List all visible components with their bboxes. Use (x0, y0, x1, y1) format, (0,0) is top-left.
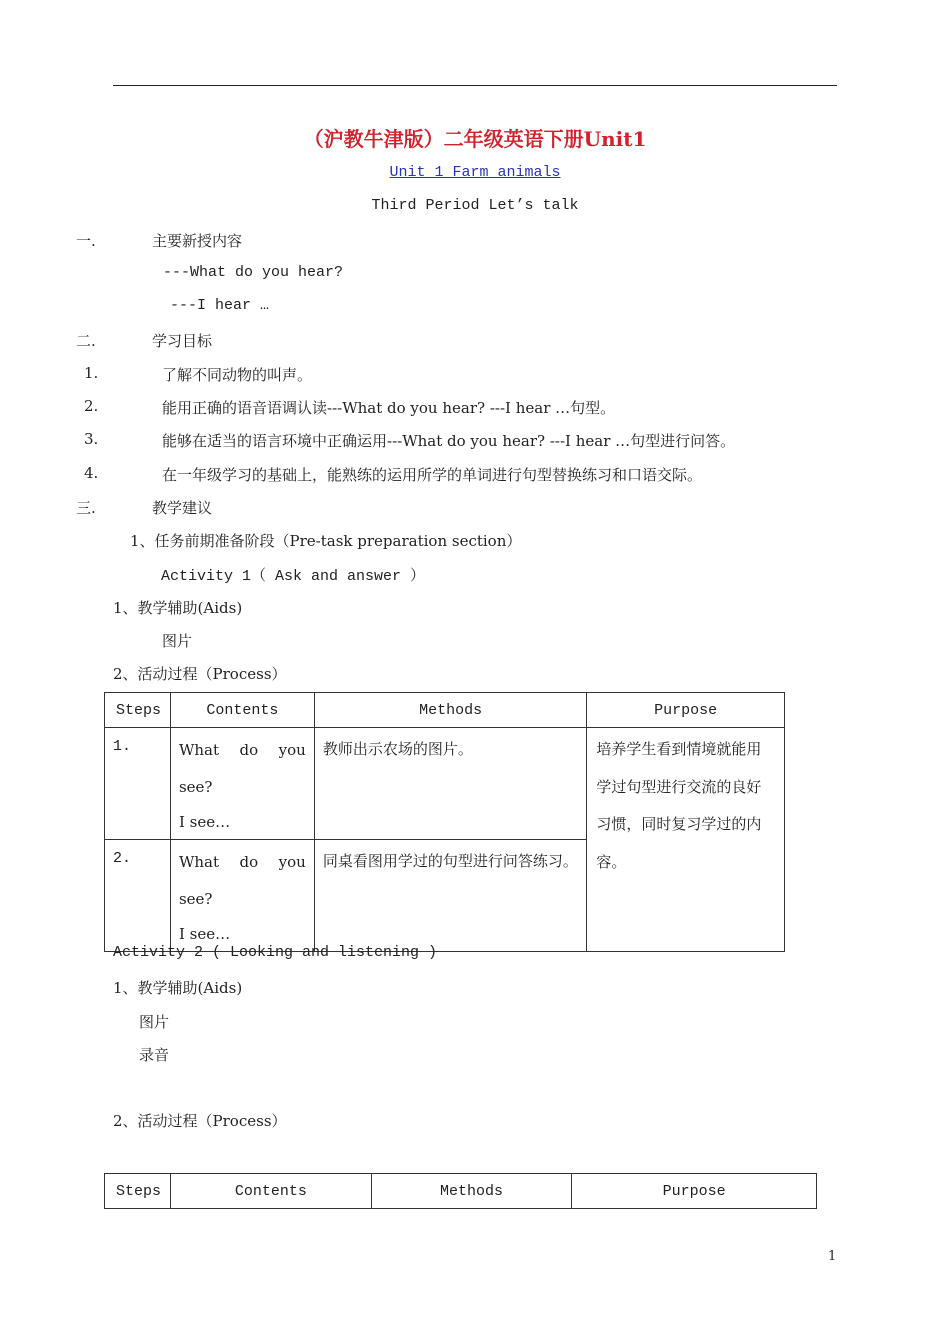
goal-number: 2. (84, 397, 99, 415)
content-line: I see… (178, 925, 231, 943)
unit-link[interactable]: Unit 1 Farm animals (389, 164, 561, 181)
table-header-row (105, 1174, 817, 1209)
content-word: What (178, 741, 220, 759)
section-1-line-1: ---What do you hear? (163, 264, 344, 281)
methods-cell: 教师出示农场的图片。 (314, 728, 586, 840)
section-2-heading: 学习目标 (152, 332, 213, 350)
goal-text: 了解不同动物的叫声。 (162, 366, 313, 384)
content-word: you (278, 741, 306, 759)
activity-1-process-label: 2、活动过程（Process） (113, 665, 287, 683)
section-1-heading: 主要新授内容 (152, 232, 243, 250)
goal-text: 能够在适当的语言环境中正确运用---What do you hear? ---I hear …句型进行问答。 (162, 432, 736, 450)
content-word: do (239, 741, 259, 759)
section-2-number: 二. (76, 332, 96, 350)
content-word: do (239, 853, 259, 871)
header-contents: Contents (170, 1174, 371, 1209)
activity-2-title: Activity 2 ( Looking and listening ) (113, 944, 438, 961)
header-rule (113, 85, 837, 86)
document-title: （沪教牛津版）二年级英语下册Unit1 (303, 127, 647, 151)
section-1-line-2: ---I hear … (170, 297, 270, 314)
activity-2-aids-label: 1、教学辅助(Aids) (113, 979, 243, 997)
methods-cell: 同桌看图用学过的句型进行问答练习。 (314, 840, 586, 952)
section-1-number: 一. (76, 232, 96, 250)
step-cell: 2. (105, 840, 171, 952)
activity-2-aid-item: 录音 (139, 1046, 170, 1064)
section-3-heading: 教学建议 (152, 499, 213, 517)
header-steps: Steps (105, 1174, 171, 1209)
content-line: I see… (178, 813, 231, 831)
contents-cell (170, 728, 314, 840)
activity-2-aid-item: 图片 (139, 1013, 170, 1031)
activity-2-table (104, 1173, 817, 1209)
stage-heading: 1、任务前期准备阶段（Pre-task preparation section） (130, 532, 522, 550)
table-row (105, 728, 785, 840)
header-contents: Contents (170, 693, 314, 728)
period-heading: Third Period Let’s talk (371, 197, 579, 214)
step-cell: 1. (105, 728, 171, 840)
activity-1-title: Activity 1（ Ask and answer ） (161, 568, 426, 585)
activity-1-aid-item: 图片 (162, 632, 193, 650)
goal-text: 在一年级学习的基础上，能熟练的运用所学的单词进行句型替换练习和口语交际。 (162, 466, 703, 484)
header-methods: Methods (371, 1174, 572, 1209)
contents-cell (170, 840, 314, 952)
goal-text: 能用正确的语音语调认读---What do you hear? ---I hear …句型。 (162, 399, 616, 417)
activity-1-aids-label: 1、教学辅助(Aids) (113, 599, 243, 617)
activity-1-table (104, 692, 785, 952)
page-number: 1 (828, 1249, 837, 1264)
content-word: What (178, 853, 220, 871)
activity-2-process-label: 2、活动过程（Process） (113, 1112, 287, 1130)
header-purpose: Purpose (572, 1174, 817, 1209)
content-word: you (278, 853, 306, 871)
table-header-row (105, 693, 785, 728)
purpose-cell: 培养学生看到情境就能用学过句型进行交流的良好习惯，同时复习学过的内容。 (587, 728, 785, 952)
content-line: see? (178, 778, 213, 796)
goal-number: 1. (84, 364, 99, 382)
goal-number: 4. (84, 464, 99, 482)
content-line: see? (178, 890, 213, 908)
header-purpose: Purpose (587, 693, 785, 728)
section-3-number: 三. (76, 499, 96, 517)
goal-number: 3. (84, 430, 99, 448)
header-steps: Steps (105, 693, 171, 728)
header-methods: Methods (314, 693, 586, 728)
